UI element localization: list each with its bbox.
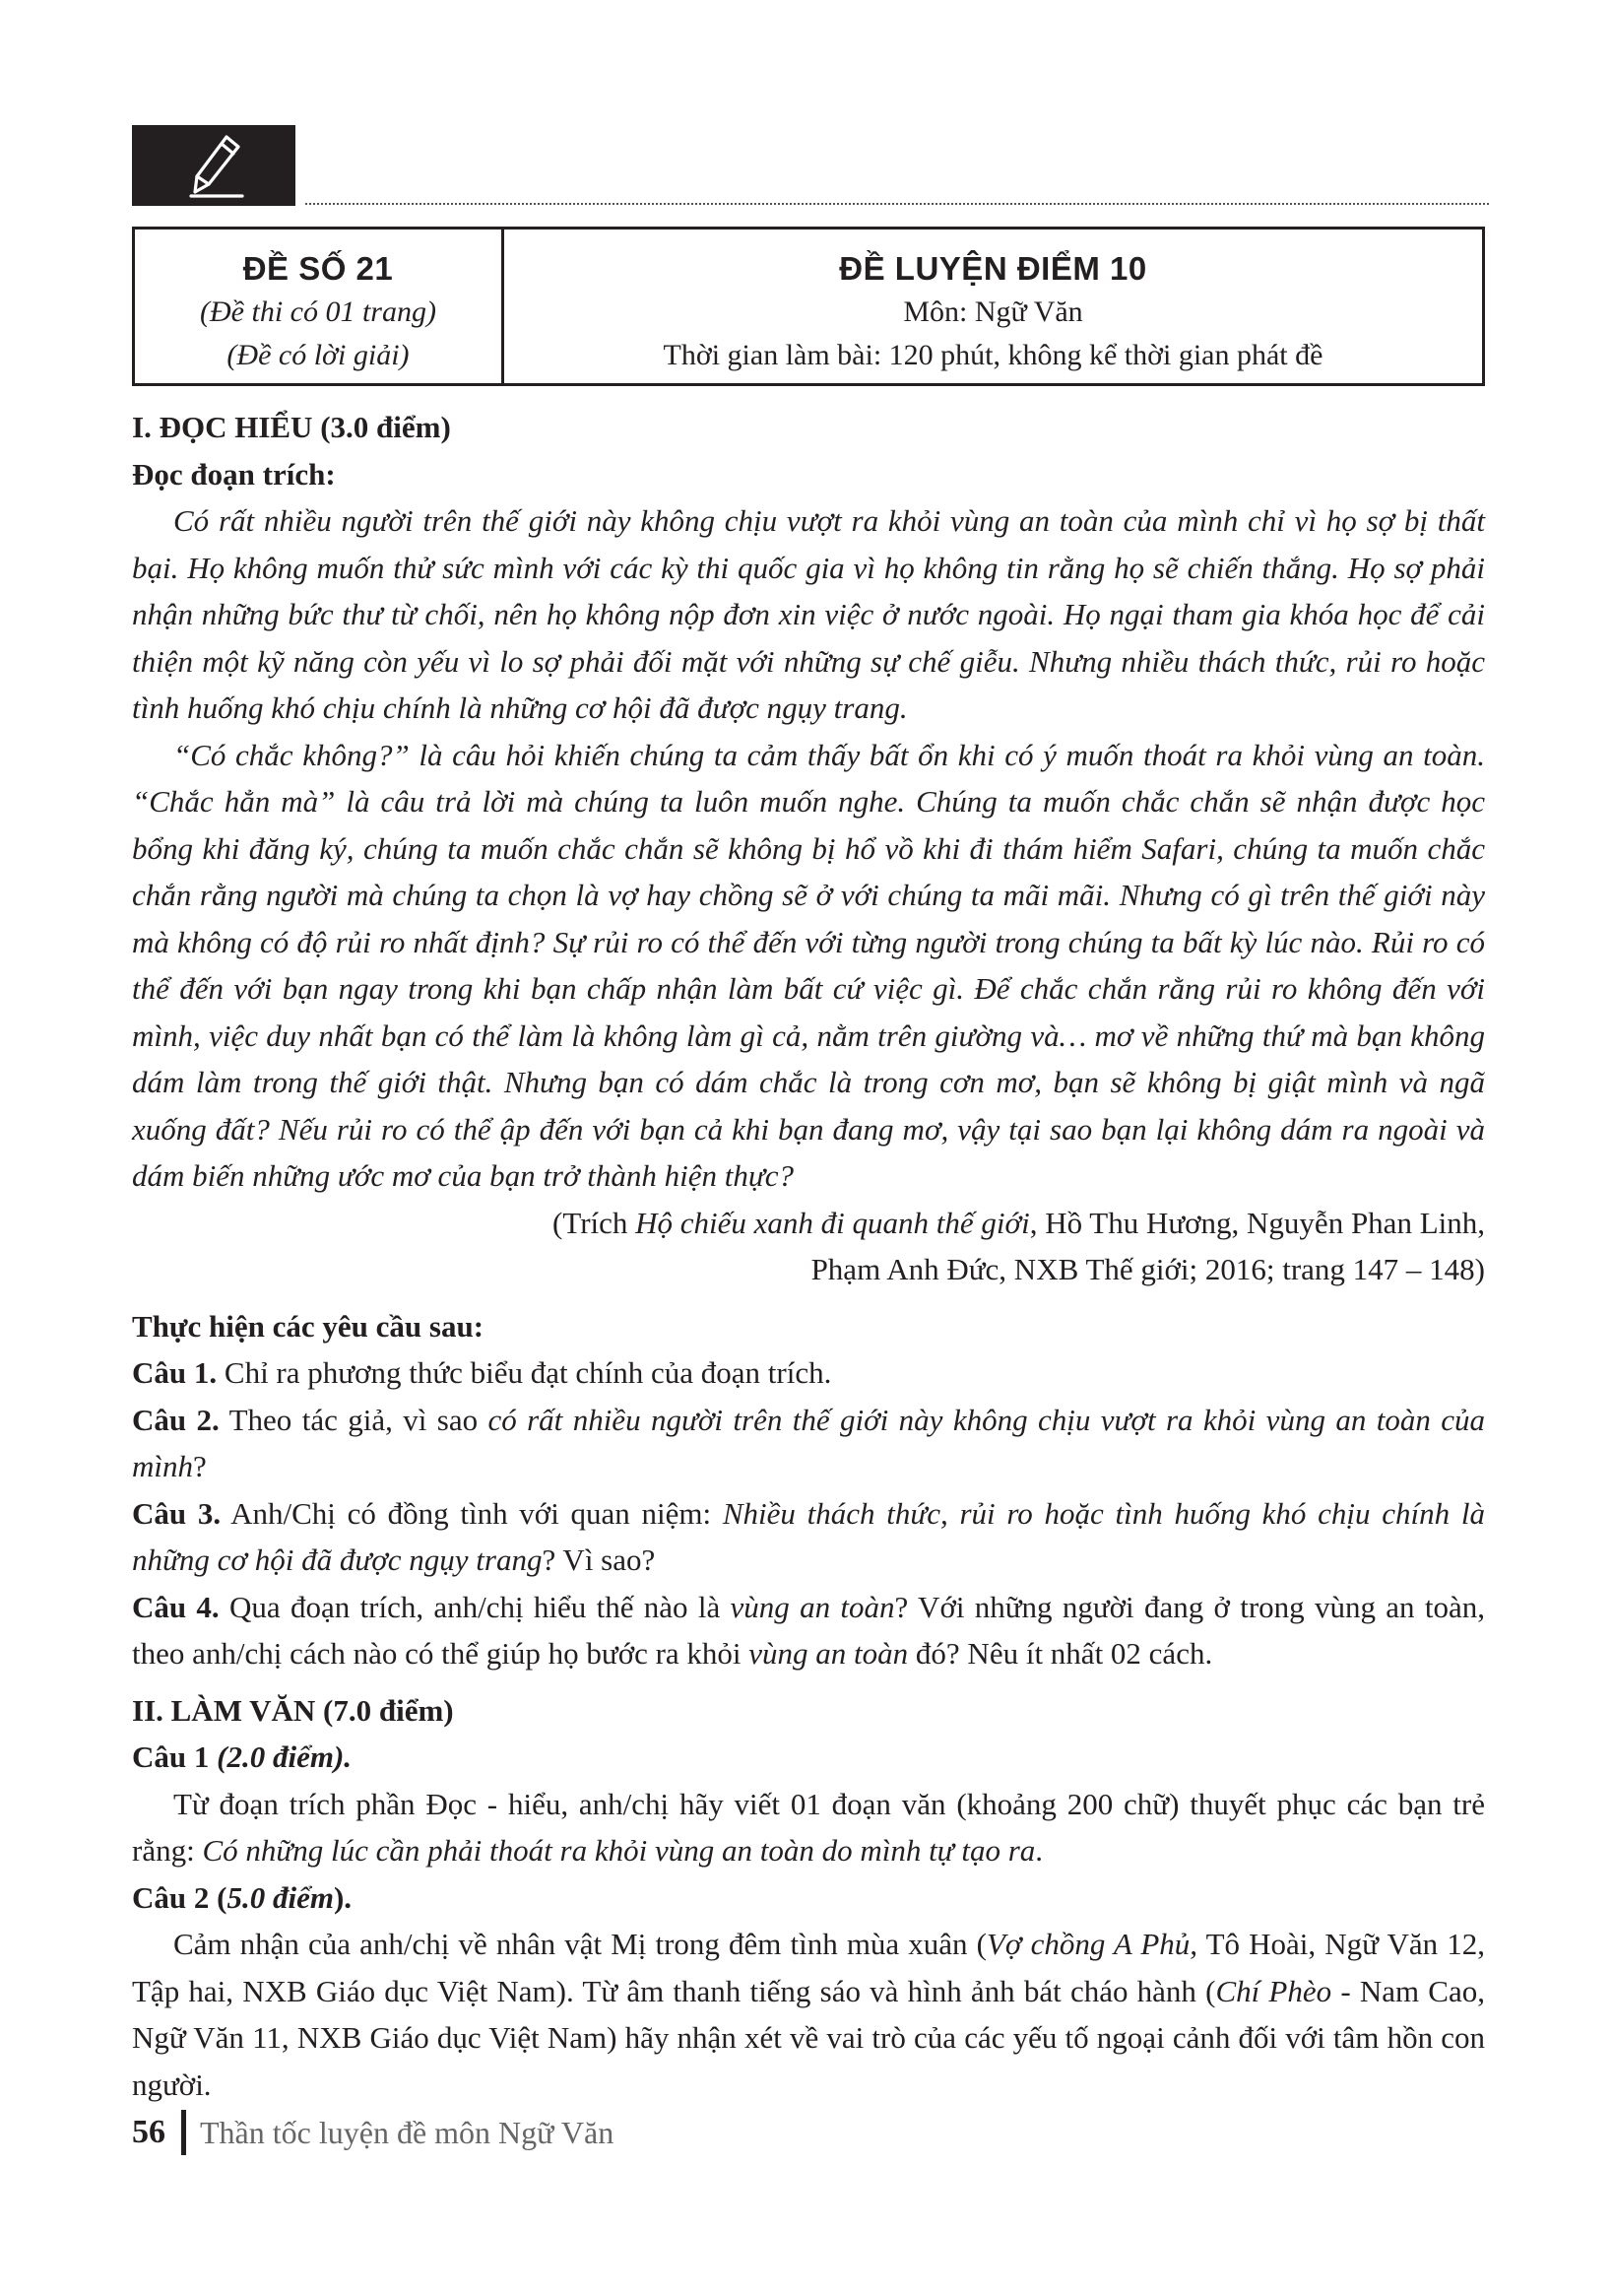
exam-info-cell xyxy=(504,230,1482,383)
passage-paragraph-1: Có rất nhiều người trên thế giới này không chịu vượt ra khỏi vùng an toàn của mình chỉ vì họ sợ bị thất bại. Họ không muốn thử sức mình với các kỳ thi quốc gia vì họ không tin rằng họ sẽ chiến thắng. Họ sợ phải nhận những bức thư từ chối, nên họ không nộp đơn xin việc ở nước ngoài. Họ ngại tham gia khóa học để cải thiện một kỹ năng còn yếu vì lo sợ phải đối mặt với những sự chế giễu. Nhưng nhiều thách thức, rủi ro hoặc tình huống khó chịu chính là những cơ hội đã được ngụy trang. xyxy=(132,503,1485,725)
writing-question-2-text: Cảm nhận của anh/chị về nhân vật Mị trong đêm tình mùa xuân (Vợ chồng A Phủ, Tô Hoài, Ngữ Văn 12, Tập hai, NXB Giáo dục Việt Nam). Từ âm thanh tiếng sáo và hình ảnh bát cháo hành (Chí Phèo - Nam Cao, Ngữ Văn 11, NXB Giáo dục Việt Nam) hãy nhận xét về vai trò của các yếu tố ngoại cảnh đối với tâm hồn con người. xyxy=(132,1927,1485,2102)
writing-question-1-text: Từ đoạn trích phần Đọc - hiểu, anh/chị hãy viết 01 đoạn văn (khoảng 200 chữ) thuyết phục các bạn trẻ rằng: Có những lúc cần phải thoát ra khỏi vùng an toàn do mình tự tạo ra. xyxy=(132,1786,1485,1868)
question-2: Câu 2. Theo tác giả, vì sao có rất nhiều người trên thế giới này không chịu vượt ra khỏi vùng an toàn của mình? xyxy=(132,1402,1485,1483)
citation-line-1: (Trích Hộ chiếu xanh đi quanh thế giới, Hồ Thu Hương, Nguyễn Phan Linh, xyxy=(552,1205,1485,1240)
citation-line-2: Phạm Anh Đức, NXB Thế giới; 2016; trang 147 – 148) xyxy=(810,1252,1485,1286)
writing-question-2-label: Câu 2 (5.0 điểm). xyxy=(132,1879,353,1915)
passage-paragraph-2: “Có chắc không?” là câu hỏi khiến chúng ta cảm thấy bất ổn khi có ý muốn thoát ra khỏi vùng an toàn. “Chắc hẳn mà” là câu trả lời mà chúng ta luôn muốn nghe. Chúng ta muốn chắc chắn sẽ nhận được học bổng khi đăng ký, chúng ta muốn chắc chắn sẽ không bị hổ vồ khi đi thám hiểm Safari, chúng ta muốn chắc chắn rằng người mà chúng ta chọn là vợ hay chồng sẽ ở với chúng ta mãi mãi. Nhưng có gì trên thế giới này mà không có độ rủi ro nhất định? Sự rủi ro có thể đến với từng người trong chúng ta bất kỳ lúc nào. Rủi ro có thể đến với bạn ngay trong khi bạn chấp nhận làm bất cứ việc gì. Để chắc chắn rằng rủi ro không đến với mình, việc duy nhất bạn có thể làm là không làm gì cả, nằm trên giường và… mơ về những thứ mà bạn không dám làm trong thế giới thật. Nhưng bạn có dám chắc là trong cơn mơ, bạn sẽ không bị giật mình và ngã xuống đất? Nếu rủi ro có thể ập đến với bạn cả khi bạn đang mơ, vậy tại sao bạn lại không dám ra ngoài và dám biến những ước mơ của bạn trở thành hiện thực? xyxy=(132,737,1485,1193)
tasks-label: Thực hiện các yêu cầu sau: xyxy=(132,1308,484,1344)
exam-content xyxy=(132,404,1485,2108)
pencil-icon xyxy=(189,133,244,200)
solution-note: (Đề có lời giải) xyxy=(226,339,410,371)
page-footer xyxy=(132,2103,613,2162)
read-passage-label: Đọc đoạn trích: xyxy=(132,456,336,492)
section-reading-heading: I. ĐỌC HIỂU (3.0 điểm) xyxy=(132,410,451,444)
question-3: Câu 3. Anh/Chị có đồng tình với quan niệm: Nhiều thách thức, rủi ro hoặc tình huống khó chịu chính là những cơ hội đã được ngụy trang? Vì sao? xyxy=(132,1495,1485,1577)
book-title: Thần tốc luyện đề môn Ngữ Văn xyxy=(200,2114,614,2150)
exam-header-table xyxy=(132,227,1485,386)
citation-book-title: Hộ chiếu xanh đi quanh thế giới xyxy=(635,1205,1030,1240)
page-count-note: (Đề thi có 01 trang) xyxy=(200,295,436,328)
exam-number: ĐỀ SỐ 21 xyxy=(242,250,394,287)
writing-question-1-label: Câu 1 (2.0 điểm). xyxy=(132,1739,353,1774)
dotted-divider xyxy=(305,203,1489,205)
exam-title: ĐỀ LUYỆN ĐIỂM 10 xyxy=(839,250,1147,287)
footer-divider xyxy=(181,2110,186,2155)
exam-header-badge xyxy=(132,125,295,206)
exam-subject: Môn: Ngữ Văn xyxy=(903,295,1083,328)
section-writing-heading: II. LÀM VĂN (7.0 điểm) xyxy=(132,1692,454,1728)
question-4: Câu 4. Qua đoạn trích, anh/chị hiểu thế nào là vùng an toàn? Với những người đang ở trong vùng an toàn, theo anh/chị cách nào có thể giúp họ bước ra khỏi vùng an toàn đó? Nêu ít nhất 02 cách. xyxy=(132,1589,1485,1671)
exam-id-cell xyxy=(135,230,504,383)
question-1: Câu 1. Chỉ ra phương thức biểu đạt chính của đoạn trích. xyxy=(132,1355,832,1390)
page-number: 56 xyxy=(132,2114,165,2150)
exam-time: Thời gian làm bài: 120 phút, không kể thời gian phát đề xyxy=(663,339,1323,371)
